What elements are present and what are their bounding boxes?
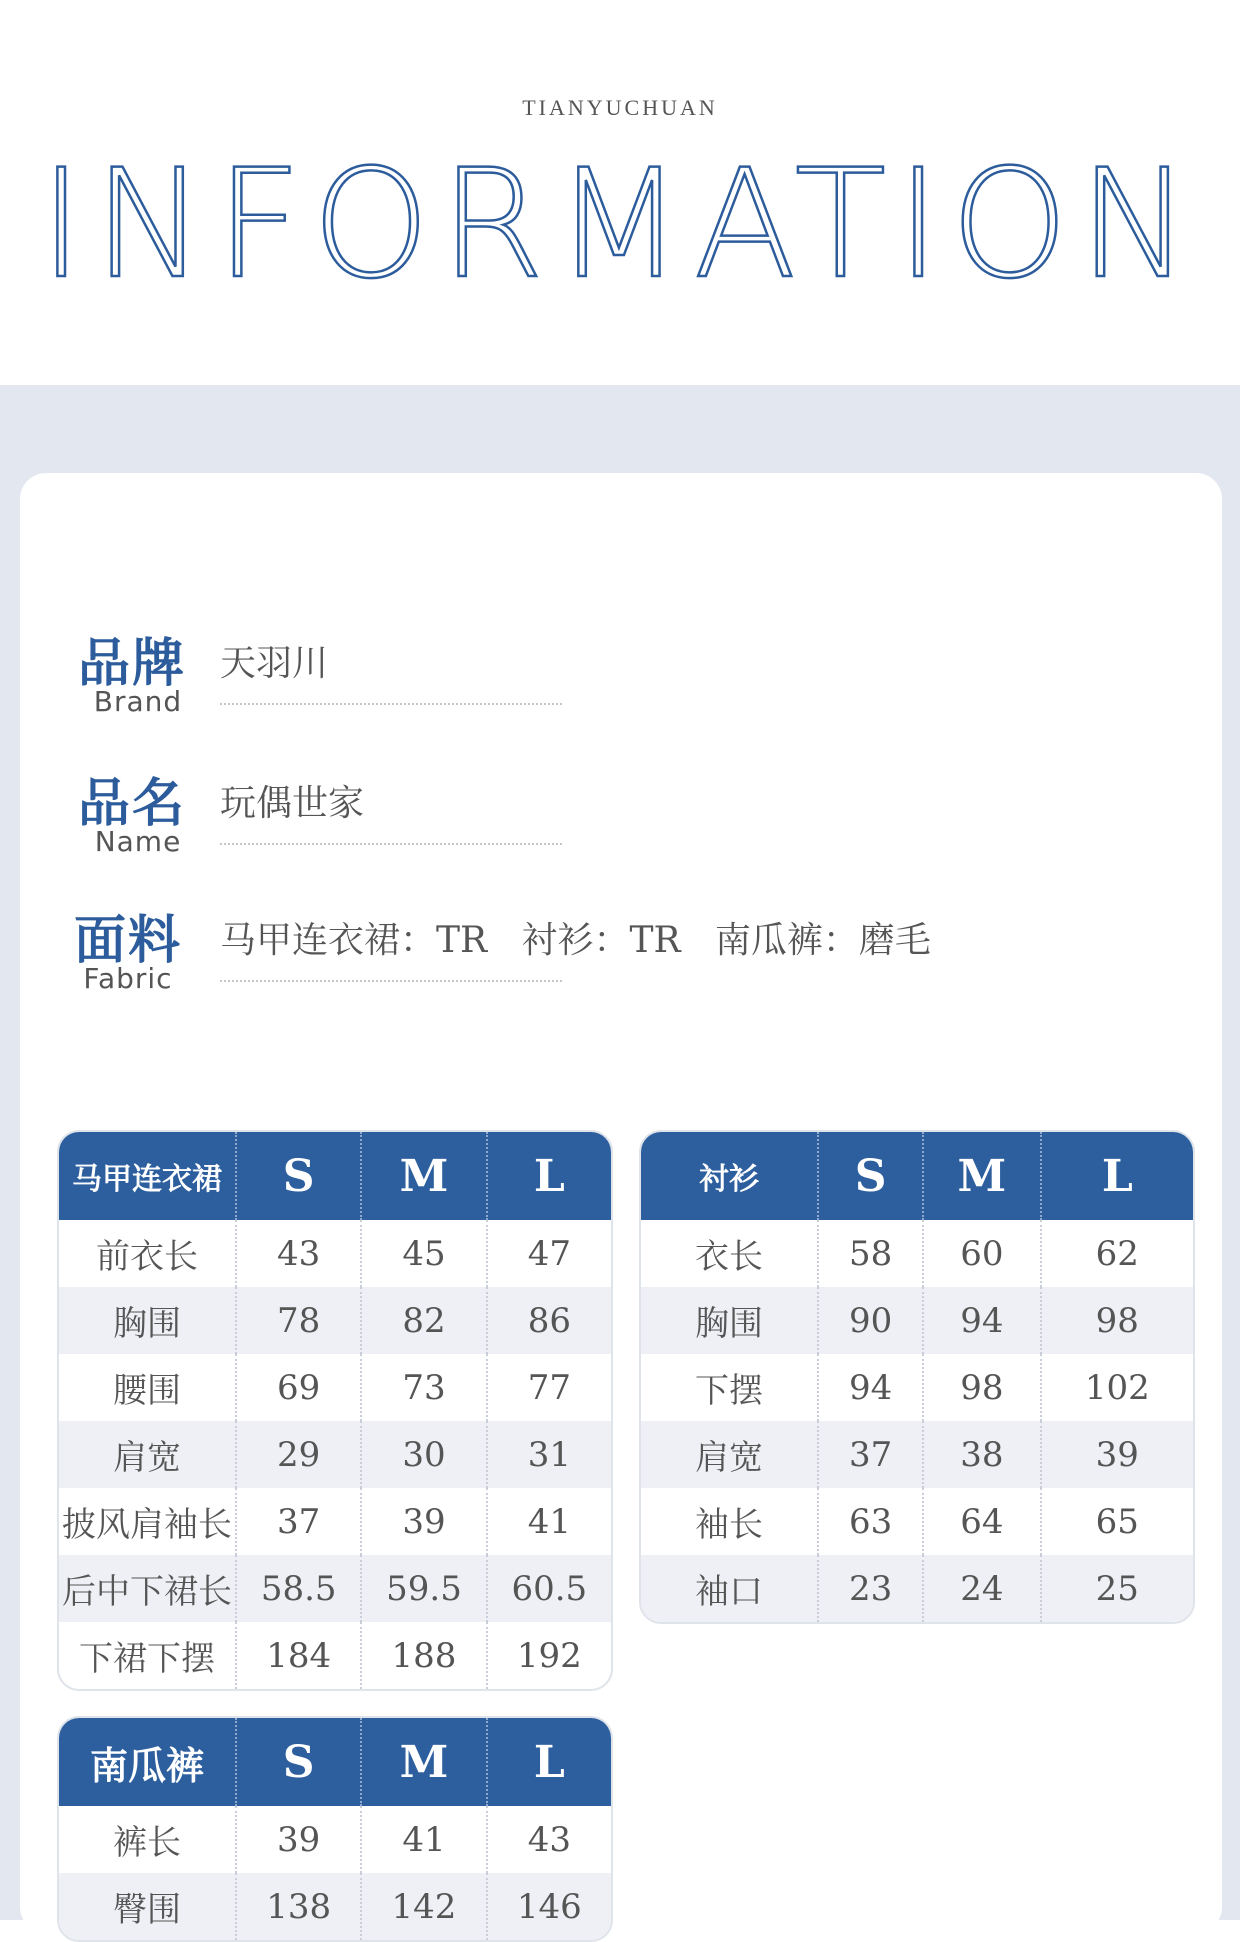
table-cell: 38 xyxy=(922,1421,1039,1488)
table-header-cell: 南瓜裤 xyxy=(59,1718,235,1806)
table-cell: 58 xyxy=(817,1220,922,1287)
table-header-cell: S xyxy=(235,1718,360,1806)
size-table-shirt xyxy=(639,1130,1195,1624)
table-header-cell: M xyxy=(360,1132,485,1220)
info-row-name xyxy=(20,761,1020,881)
table-header-cell: M xyxy=(360,1718,485,1806)
table-cell: 25 xyxy=(1040,1555,1193,1622)
table-cell: 胸围 xyxy=(59,1287,235,1354)
table-header-cell: S xyxy=(235,1132,360,1220)
table-cell: 袖长 xyxy=(695,1505,763,1545)
info-label-en: Fabric xyxy=(83,962,173,995)
table-cell: 98 xyxy=(1040,1287,1193,1354)
table-cell: 188 xyxy=(360,1622,485,1689)
table-header-cell: L xyxy=(1040,1132,1193,1220)
info-label: 品牌 xyxy=(78,634,187,694)
table-row xyxy=(641,1421,1193,1488)
table-cell: 37 xyxy=(817,1421,922,1488)
table-cell: 37 xyxy=(235,1488,360,1555)
table-cell: 138 xyxy=(235,1873,360,1940)
table-cell: 65 xyxy=(1040,1488,1193,1555)
table-cell: 23 xyxy=(817,1555,922,1622)
brand-wordmark: TIANYUCHUAN xyxy=(522,95,718,120)
table-header-row xyxy=(59,1132,611,1220)
table-row xyxy=(59,1622,611,1689)
size-table-dress xyxy=(57,1130,613,1691)
table-cell: 77 xyxy=(486,1354,611,1421)
info-row-fabric xyxy=(20,898,1020,1018)
info-underline xyxy=(220,703,562,705)
table-cell: 90 xyxy=(817,1287,922,1354)
table-cell: 29 xyxy=(235,1421,360,1488)
table-header-cell: L xyxy=(486,1718,611,1806)
table-row xyxy=(59,1287,611,1354)
info-underline xyxy=(220,980,562,982)
table-cell: 39 xyxy=(360,1488,485,1555)
table-cell: 73 xyxy=(360,1354,485,1421)
table-cell: 披风肩袖长 xyxy=(62,1505,232,1545)
table-cell: 78 xyxy=(235,1287,360,1354)
table-row xyxy=(59,1421,611,1488)
table-cell: 肩宽 xyxy=(641,1421,817,1488)
table-cell: 39 xyxy=(235,1806,360,1873)
table-row xyxy=(641,1220,1193,1287)
table-cell: 45 xyxy=(360,1220,485,1287)
info-card xyxy=(20,473,1222,1933)
table-cell: 142 xyxy=(360,1873,485,1940)
table-header-cell: S xyxy=(817,1132,922,1220)
info-row-brand xyxy=(20,621,1020,741)
table-cell: 94 xyxy=(922,1287,1039,1354)
size-table-pants xyxy=(57,1716,613,1942)
table-cell: 43 xyxy=(235,1220,360,1287)
table-row xyxy=(641,1488,1193,1555)
table-row xyxy=(641,1354,1193,1421)
table-header-cell: L xyxy=(486,1132,611,1220)
table-cell: 胸围 xyxy=(641,1287,817,1354)
table-row xyxy=(59,1354,611,1421)
table-cell: 192 xyxy=(486,1622,611,1689)
info-value: 马甲连衣裙：TR 衬衫：TR 南瓜裤：磨毛 xyxy=(220,920,931,961)
table-row xyxy=(641,1555,1193,1622)
info-label: 面料 xyxy=(74,911,183,971)
table-cell: 39 xyxy=(1040,1421,1193,1488)
table-cell: 后中下裙长 xyxy=(59,1555,235,1622)
table-header-row xyxy=(641,1132,1193,1220)
table-cell: 94 xyxy=(817,1354,922,1421)
table-cell: 24 xyxy=(922,1555,1039,1622)
table-cell: 肩宽 xyxy=(59,1421,235,1488)
table-cell: 下裙下摆 xyxy=(79,1639,215,1679)
info-label: 品名 xyxy=(78,774,187,834)
table-cell: 82 xyxy=(360,1287,485,1354)
table-cell: 41 xyxy=(360,1806,485,1873)
table-cell: 98 xyxy=(922,1354,1039,1421)
table-cell: 腰围 xyxy=(113,1371,181,1411)
table-cell: 31 xyxy=(486,1421,611,1488)
info-value: 玩偶世家 xyxy=(220,783,365,824)
table-cell: 60.5 xyxy=(486,1555,611,1622)
info-label-en: Brand xyxy=(93,685,183,718)
table-header-cell: 马甲连衣裙 xyxy=(59,1132,235,1220)
table-cell: 47 xyxy=(486,1220,611,1287)
table-cell: 43 xyxy=(486,1806,611,1873)
info-value: 天羽川 xyxy=(220,643,329,684)
table-cell: 前衣长 xyxy=(96,1237,198,1277)
table-cell: 102 xyxy=(1040,1354,1193,1421)
table-cell: 60 xyxy=(922,1220,1039,1287)
table-cell: 臀围 xyxy=(59,1873,235,1940)
table-cell: 69 xyxy=(235,1354,360,1421)
table-cell: 下摆 xyxy=(695,1371,763,1411)
header xyxy=(0,0,1240,385)
info-underline xyxy=(220,843,562,845)
table-cell: 86 xyxy=(486,1287,611,1354)
table-row xyxy=(59,1488,611,1555)
table-cell: 184 xyxy=(235,1622,360,1689)
table-cell: 41 xyxy=(486,1488,611,1555)
table-header-cell: M xyxy=(922,1132,1039,1220)
table-cell: 袖口 xyxy=(641,1555,817,1622)
table-row xyxy=(59,1873,611,1940)
table-cell: 64 xyxy=(922,1488,1039,1555)
table-cell: 63 xyxy=(817,1488,922,1555)
page-title: INFORMATION xyxy=(39,138,1201,312)
table-cell: 58.5 xyxy=(235,1555,360,1622)
table-row xyxy=(641,1287,1193,1354)
table-row xyxy=(59,1220,611,1287)
table-cell: 裤长 xyxy=(113,1823,181,1863)
table-cell: 146 xyxy=(486,1873,611,1940)
info-label-en: Name xyxy=(94,825,182,858)
table-cell: 衣长 xyxy=(695,1237,763,1277)
table-cell: 62 xyxy=(1040,1220,1193,1287)
table-cell: 59.5 xyxy=(360,1555,485,1622)
table-row xyxy=(59,1806,611,1873)
table-cell: 30 xyxy=(360,1421,485,1488)
table-header-row xyxy=(59,1718,611,1806)
table-header-cell: 衬衫 xyxy=(641,1132,817,1220)
table-row xyxy=(59,1555,611,1622)
